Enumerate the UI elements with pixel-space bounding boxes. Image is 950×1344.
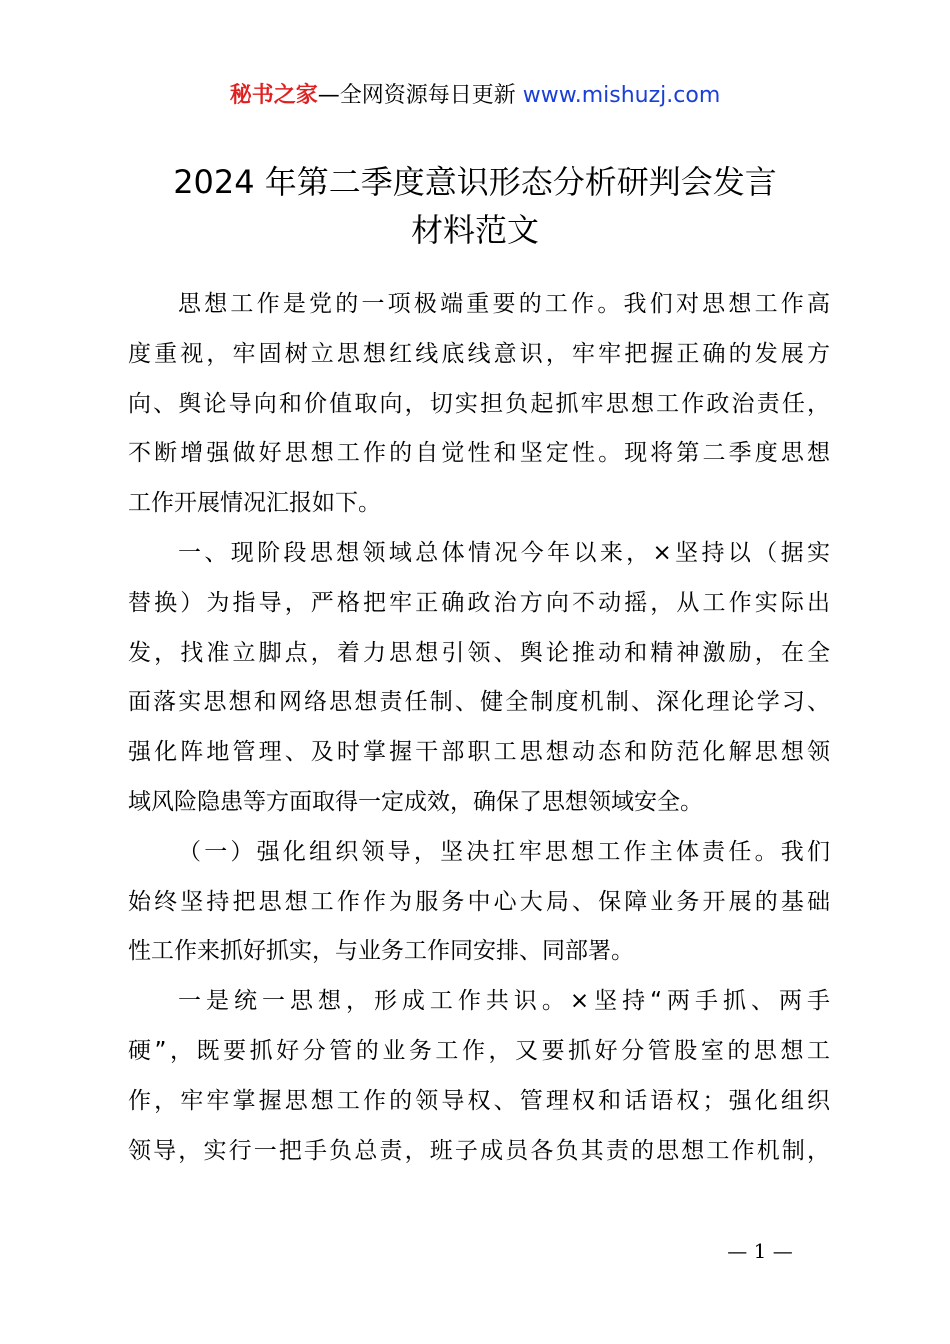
paragraph-line: 度重视，牢固树立思想红线底线意识，牢牢把握正确的发展方 <box>128 340 830 367</box>
paragraph-line: 性工作来抓好抓实，与业务工作同安排、同部署。 <box>128 938 634 965</box>
paragraph-intro <box>128 280 830 529</box>
paragraph-line: 硬”，既要抓好分管的业务工作，又要抓好分管股室的思想工 <box>128 1037 830 1064</box>
banner-brand: 秘书之家 <box>229 83 318 108</box>
paragraph-line: 一是统一思想，形成工作共识。×坚持“两手抓、两手 <box>178 988 830 1015</box>
paragraph-line: 始终坚持把思想工作作为服务中心大局、保障业务开展的基础 <box>128 888 830 915</box>
paragraph-line: （一）强化组织领导，坚决扛牢思想工作主体责任。我们 <box>178 838 830 865</box>
paragraph-subsection-one <box>128 828 830 977</box>
site-banner <box>0 80 950 112</box>
paragraph-line: 强化阵地管理、及时掌握干部职工思想动态和防范化解思想领 <box>128 739 830 766</box>
paragraph-point-one <box>128 977 830 1176</box>
document-title-line-2: 材料范文 <box>410 211 539 249</box>
paragraph-line: 面落实思想和网络思想责任制、健全制度机制、深化理论学习、 <box>128 689 830 716</box>
paragraph-section-one <box>128 529 830 828</box>
paragraph-line: 替换）为指导，严格把牢正确政治方向不动摇，从工作实际出 <box>128 589 830 616</box>
page-number: — 1 — <box>727 1239 793 1263</box>
paragraph-line: 一、现阶段思想领域总体情况今年以来，×坚持以（据实 <box>178 539 830 566</box>
banner-site-url[interactable]: www.mishuzj.com <box>522 83 721 108</box>
document-body <box>128 280 830 1176</box>
paragraph-line: 不断增强做好思想工作的自觉性和坚定性。现将第二季度思想 <box>128 440 830 467</box>
paragraph-line: 作，牢牢掌握思想工作的领导权、管理权和话语权；强化组织 <box>128 1087 830 1114</box>
banner-tagline: —全网资源每日更新 <box>317 83 523 108</box>
document-title-line-1: 2024 年第二季度意识形态分析研判会发言 <box>173 163 777 201</box>
paragraph-line: 域风险隐患等方面取得一定成效，确保了思想领域安全。 <box>128 788 703 815</box>
paragraph-line: 向、舆论导向和价值取向，切实担负起抓牢思想工作政治责任， <box>128 390 830 417</box>
paragraph-line: 领导，实行一把手负总责，班子成员各负其责的思想工作机制， <box>128 1137 830 1164</box>
paragraph-line: 发，找准立脚点，着力思想引领、舆论推动和精神激励，在全 <box>128 639 830 666</box>
document-title <box>100 158 850 254</box>
paragraph-line: 思想工作是党的一项极端重要的工作。我们对思想工作高 <box>178 291 830 317</box>
paragraph-line: 工作开展情况汇报如下。 <box>128 490 381 517</box>
